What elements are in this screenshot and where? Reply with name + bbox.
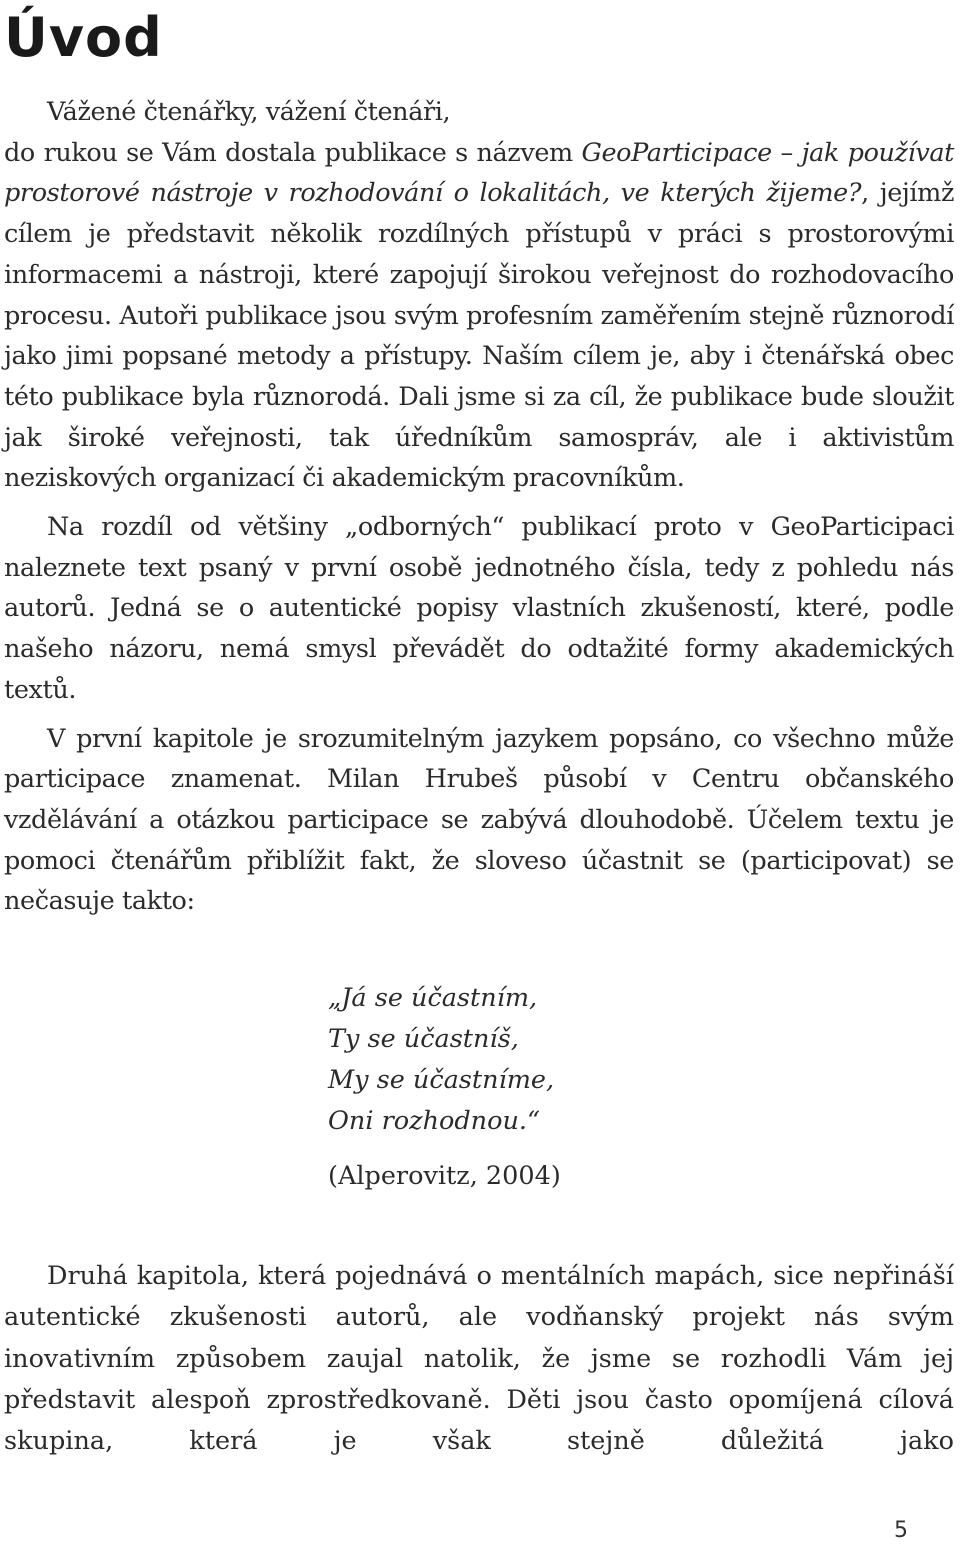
paragraph-1 [4, 133, 954, 499]
quote-line: My se účastníme, [328, 1065, 555, 1095]
paragraph-3: V první kapitole je srozumitelným jazykem popsáno, co všechno může participace znamenat. Milan Hrubeš působí v Centru občanského vzdělávání a otázkou participace se zabývá dlouhodobě. Účelem textu je pomoci čtenářům přiblížit fakt, že sloveso účastnit se (participovat) se nečasuje takto: [4, 723, 954, 917]
quote-line: Ty se účastníš, [328, 1024, 519, 1054]
quote-line: Oni rozhodnou.“ [328, 1106, 541, 1136]
quote-line: „Já se účastním, [328, 983, 538, 1013]
chapter-heading: Úvod [4, 6, 163, 69]
intro-after-title: , jejímž cílem je představit několik rozdílných přístupů v práci s prostorovými informacemi a nástroji, které zapojují širokou veřejnost do rozhodovacího procesu. Autoři publikace jsou svým profesním zaměřením stejně různorodí jako jimi popsané metody a přístupy. Naším cílem je, aby i čtenářská obec této publikace byla různorodá. Dali jsme si za cíl, že publikace bude sloužit jak široké veřejnosti, tak úředníkům samospráv, ale i aktivistům neziskových organizací či akademickým pracovníkům. [4, 178, 954, 494]
salutation-text: Vážené čtenářky, vážení čtenáři, [47, 97, 451, 127]
page-number: 5 [894, 1518, 908, 1543]
citation: (Alperovitz, 2004) [328, 1161, 561, 1191]
closing-text [4, 1256, 954, 1462]
paragraph-2: Na rozdíl od většiny „odborných“ publikací proto v GeoParticipaci naleznete text psaný v první osobě jednotného čísla, tedy z pohledu nás autorů. Jedná se o autentické popisy vlastních zkušeností, které, podle našeho názoru, nemá smysl převádět do odtažité formy akademických textů. [4, 512, 954, 705]
paragraph-4: Druhá kapitola, která pojednává o mentálních mapách, sice nepřináší autentické zkušenosti autorů, ale vodňanský projekt nás svým inovativním způsobem zaujal natolik, že jsme se rozhodli Vám jej představit alespoň zprostředkovaně. Děti jsou často opomíjená cílová skupina, která je však stejně důležitá jako [4, 1261, 954, 1457]
intro-before-title: do rukou se Vám dostala publikace s názvem [4, 137, 582, 168]
book-title: GeoParticipace – jak používat prostorové nástroje v rozhodování o lokalitách, ve kterých žijeme? [4, 137, 954, 209]
salutation [4, 92, 954, 133]
quote-block [328, 978, 554, 1142]
intro-text [4, 92, 954, 922]
